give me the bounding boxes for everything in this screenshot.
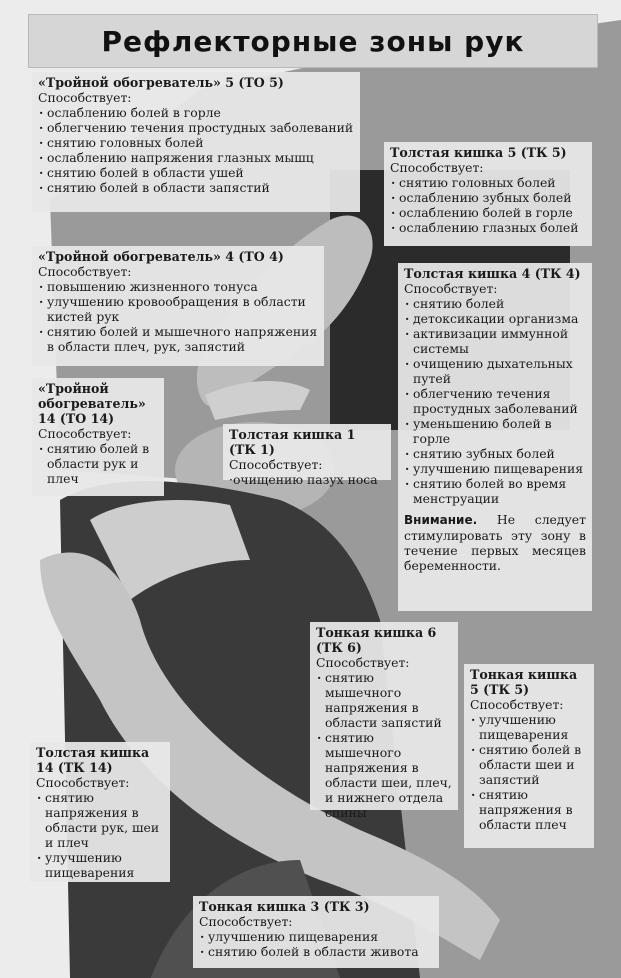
list-item: · снятию болей в области живота — [199, 944, 433, 959]
list-item: · облегчению течения простудных заболеваний — [38, 120, 354, 135]
list-item: · снятию болей и мышечного напряжения в области плеч, рук, запястий — [38, 324, 318, 354]
zone-to5 — [32, 72, 360, 212]
list-item: · ослаблению напряжения глазных мышц — [38, 150, 354, 165]
zone-heading: «Тройной обогреватель» 14 (ТО 14) — [38, 381, 146, 426]
list-item: · снятию болей в области ушей — [38, 165, 354, 180]
list-item: · ослаблению болей в горле — [390, 205, 586, 220]
list-item: · снятию напряжения в области плеч — [470, 787, 588, 832]
list-item: · улучшению кровообращения в области кистей рук — [38, 294, 318, 324]
list-item: · снятию напряжения в области рук, шеи и плеч — [36, 790, 164, 850]
zone-subheading: Способствует: — [390, 160, 484, 175]
list-item: · снятию мышечного напряжения в области шеи, плеч, и нижнего отдела спины — [316, 730, 452, 820]
list-item: · улучшению пищеварения — [199, 929, 433, 944]
zone-heading: Толстая кишка 1 (ТК 1) — [229, 427, 356, 457]
list-item: · снятию болей в области шеи и запястий — [470, 742, 588, 787]
list-item: · ослаблению болей в горле — [38, 105, 354, 120]
zone-subheading: Способствует: — [199, 914, 293, 929]
zone-heading: Тонкая кишка 6 (ТК 6) — [316, 625, 437, 655]
warning-label: Внимание. — [404, 513, 478, 527]
zone-subheading: Способствует: — [38, 426, 132, 441]
zone-tnk6 — [310, 622, 458, 820]
list-item: ·очищению пазух носа — [229, 472, 378, 487]
zone-subheading: Способствует: — [404, 281, 498, 296]
list-item: · уменьшению болей в горле — [404, 416, 586, 446]
zone-subheading: Способствует: — [36, 775, 130, 790]
zone-tk14 — [30, 742, 170, 882]
zone-heading: «Тройной обогреватель» 4 (ТО 4) — [38, 249, 284, 264]
warning-note — [404, 512, 586, 573]
zone-heading: Тонкая кишка 3 (ТК 3) — [199, 899, 370, 914]
zone-subheading: Способствует: — [470, 697, 564, 712]
page-title: Рефлекторные зоны рук — [101, 24, 525, 58]
list-item: · снятию головных болей — [38, 135, 354, 150]
zone-subheading: Способствует: — [38, 90, 132, 105]
list-item: · активизации иммунной системы — [404, 326, 586, 356]
list-item: · улучшению пищеварения — [404, 461, 586, 476]
list-item: · снятию мышечного напряжения в области запястий — [316, 670, 452, 730]
list-item: · снятию болей — [404, 296, 586, 311]
list-item: · облегчению течения простудных заболеваний — [404, 386, 586, 416]
list-item: · снятию головных болей — [390, 175, 586, 190]
list-item: · улучшению пищеварения — [470, 712, 588, 742]
zone-tk4 — [398, 263, 592, 611]
list-item: · повышению жизненного тонуса — [38, 279, 318, 294]
warning-text: Не следует стимулировать эту зону в течение первых месяцев беременности. — [404, 512, 586, 573]
zone-subheading: Способствует: — [38, 264, 132, 279]
zone-tk1 — [223, 424, 391, 487]
title-banner — [28, 14, 598, 68]
zone-heading: Толстая кишка 14 (ТК 14) — [36, 745, 150, 775]
zone-heading: «Тройной обогреватель» 5 (ТО 5) — [38, 75, 284, 90]
zone-heading: Толстая кишка 5 (ТК 5) — [390, 145, 567, 160]
zone-to4 — [32, 246, 324, 366]
zone-to14 — [32, 378, 164, 496]
list-item: · очищению дыхательных путей — [404, 356, 586, 386]
zone-tnk5 — [464, 664, 594, 848]
list-item: · снятию болей во время менструации — [404, 476, 586, 506]
zone-tnk3 — [193, 896, 439, 968]
zone-heading: Толстая кишка 4 (ТК 4) — [404, 266, 581, 281]
list-item: · улучшению пищеварения — [36, 850, 164, 880]
list-item: · снятию болей в области запястий — [38, 180, 354, 195]
zone-subheading: Способствует: — [229, 457, 323, 472]
list-item: · ослаблению глазных болей — [390, 220, 586, 235]
list-item: · детоксикации организма — [404, 311, 586, 326]
list-item: · снятию зубных болей — [404, 446, 586, 461]
list-item: · ослаблению зубных болей — [390, 190, 586, 205]
zone-subheading: Способствует: — [316, 655, 410, 670]
list-item: · снятию болей в области рук и плеч — [38, 441, 158, 486]
zone-heading: Тонкая кишка 5 (ТК 5) — [470, 667, 578, 697]
zone-tk5 — [384, 142, 592, 246]
